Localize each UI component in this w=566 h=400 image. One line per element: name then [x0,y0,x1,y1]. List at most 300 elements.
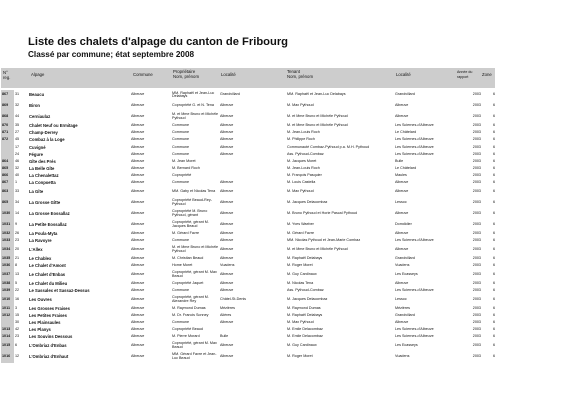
cell-proprietaire: MM. Raphaël et Jean-Luc Delabays [172,90,215,99]
cell-zone: 6 [492,271,495,276]
cell-localite-tenant: Les Sciernes-d'Albeuve [395,151,434,156]
cell-annee: 2003 [472,199,481,204]
cell-commune: Albeuve [131,114,145,119]
cell-annee: 2003 [472,172,481,177]
cell-annee: 2003 [472,144,481,149]
cell-commune: Albeuve [131,305,145,310]
cell-localite-tenant: Les Sciernes-d'Albeuve [395,287,434,292]
cell-alpage: La Grosse Gîtte [29,199,61,205]
cell-localite-proprietaire: Albeuve [220,287,234,292]
cell-localite-tenant: Les Sciernes-d'Albeuve [395,137,434,142]
cell-alpage-no: 20 [15,246,20,251]
cell-annee: 2003 [472,280,481,285]
cell-localite-proprietaire: Albeuve [220,271,234,276]
cell-alpage: Biron [29,103,40,109]
table-row [1,219,495,230]
cell-alpage: Beaucu [29,92,45,98]
cell-commune: Albeuve [131,262,145,267]
cell-commune: Albeuve [131,165,145,170]
cell-localite-tenant: Les Sciernes-d'Albeuve [395,123,434,128]
cell-annee: 2003 [472,271,481,276]
cell-proprietaire: M. Dr. Francis Sonney [172,313,209,317]
cell-localite-tenant: Albeuve [395,180,409,185]
cell-tenant: M. Roger Moret [287,354,313,359]
cell-localite-proprietaire: Alières [220,313,232,317]
cell-zone: 6 [492,144,495,149]
cell-alpage-no: 32 [15,103,20,108]
header-annee: Année du rapport [457,70,473,79]
cell-commune: Albeuve [131,210,145,215]
cell-localite-tenant: Albeuve [395,246,409,251]
cell-annee: 2003 [472,334,481,339]
cell-proprietaire: Commune [172,144,190,149]
cell-reg-no: 1030 [1,208,14,219]
header-alpage: Alpage [31,72,45,77]
cell-commune: Albeuve [131,287,145,292]
cell-alpage-no: 24 [15,151,20,156]
cell-localite-proprietaire: Albeuve [220,320,234,325]
cell-localite-tenant: Albeuve [395,320,409,325]
cell-proprietaire: Copropriété, gérant M. Max Beaud [172,269,217,278]
cell-commune: Albeuve [131,172,145,177]
cell-tenant: M. Guy Cardinaux [287,271,317,276]
cell-localite-tenant: Les Sciernes-d'Albeuve [395,334,434,339]
cell-reg-no: 1011 [1,305,14,312]
cell-alpage: L'Allex [29,246,43,252]
cell-zone: 6 [492,221,495,226]
cell-reg-no: 1010 [1,294,14,305]
cell-zone: 6 [492,158,495,163]
table-row [1,123,495,130]
cell-alpage-no: 3 [15,305,18,310]
cell-alpage-no: 26 [15,230,20,235]
cell-localite-proprietaire: Châtel-St-Denis [220,296,247,301]
table-row [1,197,495,208]
cell-proprietaire: Copropriété, gérant M. Alexandre Rey [172,294,209,303]
cell-localite-tenant: Maules [395,172,407,177]
table-row [1,179,495,186]
cell-proprietaire: M. Bernard Roch [172,165,200,170]
cell-reg-no: 1015 [1,341,14,352]
cell-commune: Albeuve [131,103,145,108]
cell-alpage: Fégure [29,151,43,157]
cell-zone: 6 [492,92,495,97]
cell-alpage: Cuvigné [29,144,46,150]
cell-localite-proprietaire: Albeuve [220,144,234,149]
cell-proprietaire: Copropriété [172,172,192,177]
cell-proprietaire: Home Moret [172,262,193,267]
cell-annee: 2003 [472,287,481,292]
cell-alpage-no: 32 [15,165,20,170]
cell-zone: 6 [492,123,495,128]
table-row [1,255,495,262]
cell-zone: 6 [492,320,495,325]
cell-proprietaire: Commune [172,180,190,185]
table-row [1,312,495,319]
cell-alpage: Le Chalet d'Amont [29,262,66,268]
cell-reg-no: 869 [1,101,14,112]
cell-reg-no: 872 [1,137,14,144]
cell-proprietaire: Commune [172,151,190,156]
cell-proprietaire: MM. Gérard Favre et Jean-Luc Beaud [172,352,217,361]
title-block [28,36,288,60]
cell-alpage-no: 12 [15,354,20,359]
cell-tenant: M. Raymond Dumas [287,305,321,310]
cell-alpage-no: 33 [15,189,20,193]
cell-reg-no: 867 [1,90,14,101]
cell-reg-no: 1038 [1,280,14,287]
cell-reg-no: 868 [1,112,14,123]
cell-reg-no: 870 [1,123,14,130]
table-row [1,320,495,327]
cell-localite-proprietaire: Albeuve [220,114,234,119]
cell-localite-proprietaire: Albeuve [220,210,234,215]
cell-localite-tenant: Les Sciernes-d'Albeuve [395,327,434,332]
cell-annee: 2003 [472,296,481,301]
cell-annee: 2003 [472,246,481,251]
cell-reg-no: 1037 [1,269,14,280]
cell-zone: 6 [492,313,495,317]
table-row [1,130,495,137]
cell-alpage: Les Planys [29,327,51,333]
cell-localite-proprietaire: Albeuve [220,354,234,359]
cell-proprietaire: Copropriété G. et N. Tena [172,103,214,108]
cell-annee: 2003 [472,92,481,97]
table-row [1,334,495,341]
cell-annee: 2003 [472,123,481,128]
cell-commune: Albeuve [131,296,145,301]
cell-tenant: M. et Mme Bruno et Michèle Pythoud [287,114,348,119]
cell-tenant: M. Raphaël Delabays [287,313,323,317]
cell-zone: 6 [492,172,495,177]
table-row [1,269,495,280]
cell-localite-proprietaire: Mézières [220,305,235,310]
cell-proprietaire: Commune [172,137,190,142]
cell-tenant: Ass. Pythoud-Combaz [287,151,324,156]
cell-tenant: M. Jacques Moret [287,158,317,163]
cell-alpage: L'Ombriaz d'Enbas [29,343,67,349]
cell-commune: Albeuve [131,221,145,226]
cell-alpage: La Belle Gîte [29,165,55,171]
cell-localite-proprietaire [219,158,286,165]
cell-localite-tenant: Grandvillard [395,255,415,260]
cell-reg-no: 1032 [1,230,14,237]
cell-reg-no: 1016 [1,352,14,363]
cell-annee: 2003 [472,189,481,193]
cell-localite-proprietaire: Bulle [220,334,229,339]
cell-reg-no: 1039 [1,287,14,294]
cell-zone: 6 [492,130,495,135]
cell-localite-tenant: Le Châtelard [395,165,417,170]
cell-tenant: M. Max Pythoud [287,189,314,193]
cell-alpage: Les Ouvres [29,296,52,302]
cell-alpage-no: 16 [15,296,20,301]
table-row [1,90,495,101]
cell-reg-no: 1031 [1,219,14,230]
table-row [1,305,495,312]
header-no: N° reg. [3,70,11,80]
cell-localite-tenant: Albeuve [395,280,409,285]
cell-commune: Albeuve [131,130,145,135]
cell-alpage-no: 14 [15,210,20,215]
cell-alpage: Les Petites Fraises [29,313,67,318]
cell-reg-no [1,151,14,158]
cell-commune: Albeuve [131,313,145,317]
cell-tenant: M. Max Pythoud [287,103,314,108]
cell-localite-tenant: Vuadens [395,354,410,359]
cell-proprietaire: Copropriété Beaud-Rey-Pythoud [172,197,212,206]
header-zone: Zone [482,72,492,77]
cell-tenant: M. Roger Moret [287,262,313,267]
cell-zone: 6 [492,180,495,185]
cell-zone: 6 [492,280,495,285]
cell-annee: 2003 [472,151,481,156]
cell-zone: 6 [492,334,495,339]
cell-localite-proprietaire: Albeuve [220,246,234,251]
cell-alpage: Gîte des Prés [29,158,56,164]
cell-reg-no: 1034 [1,244,14,255]
cell-annee: 2003 [472,210,481,215]
cell-tenant: M. et Mme Bruno et Michèle Pythoud [287,123,348,128]
cell-alpage-no: 23 [15,237,20,242]
cell-annee: 2003 [472,114,481,119]
cell-alpage: Les Plainsaules [29,320,61,326]
cell-alpage: Le Chalet d'Enbas [29,271,66,277]
table-row [1,137,495,144]
cell-tenant: M. Guy Cardinaux [287,343,317,348]
cell-reg-no: 865 [1,197,14,208]
cell-commune: Albeuve [131,320,145,325]
cell-localite-proprietaire: Albeuve [220,180,234,185]
cell-zone: 6 [492,114,495,119]
cell-localite-proprietaire: Grandvillard [220,92,240,97]
cell-proprietaire: M. Raymond Dumas [172,305,206,310]
cell-localite-proprietaire: Vuadens [220,262,235,267]
cell-alpage: La Gîte [29,189,44,194]
table-row [1,294,495,305]
cell-reg-no: 1036 [1,262,14,269]
cell-tenant: M. Jacques Delacombaz [287,199,328,204]
table-row [1,151,495,158]
cell-zone: 6 [492,237,495,242]
cell-localite-tenant: Lessoc [395,296,407,301]
cell-localite-proprietaire: Albeuve [220,151,234,156]
cell-proprietaire: Copropriété, gérant M. Max Beaud [172,341,217,350]
cell-commune: Albeuve [131,151,145,156]
cell-alpage-no: 34 [15,199,20,204]
cell-commune: Albeuve [131,343,145,348]
cell-reg-no: 1012 [1,312,14,319]
cell-annee: 2003 [472,165,481,170]
cell-zone: 6 [492,165,495,170]
cell-annee: 2003 [472,221,481,226]
table-row [1,187,495,198]
cell-annee: 2003 [472,262,481,267]
cell-alpage: Les Grosses Fraises [29,305,70,311]
header-commune: Commune [133,72,153,77]
cell-alpage-no: 6 [15,343,18,348]
cell-alpage-no: 35 [15,123,20,128]
cell-proprietaire: M. Gérard Favre [172,230,200,235]
cell-annee: 2003 [472,354,481,359]
cell-alpage-no: 30 [15,320,20,325]
cell-proprietaire: M. Christian Beaud [172,255,204,260]
cell-alpage: La Ravoyre [29,237,52,243]
cell-tenant: M. Jacques Delacombaz [287,296,328,301]
cell-annee: 2003 [472,255,481,260]
header-localite-proprietaire: Localité [221,72,236,77]
cell-localite-proprietaire: Albeuve [220,255,234,260]
cell-localite-tenant: Le Châtelard [395,130,417,135]
table-row [1,352,495,363]
cell-annee: 2003 [472,180,481,185]
cell-commune: Albeuve [131,189,145,193]
table-row [1,112,495,123]
cell-zone: 6 [492,354,495,359]
cell-alpage-no: 40 [15,172,20,177]
cell-localite-proprietaire: Albeuve [220,280,234,285]
document-subtitle: Classé par commune; état septembre 2008 [28,50,195,59]
cell-alpage: Le Chalet du Milieu [29,280,68,286]
table-row [1,158,495,165]
cell-commune: Albeuve [131,92,145,97]
cell-tenant: M. Nicolas Tena [287,280,314,285]
cell-localite-proprietaire: Albeuve [220,199,234,204]
cell-proprietaire: Commune [172,287,190,292]
cell-localite-tenant: Les Sciernes-d'Albeuve [395,237,434,242]
cell-localite-tenant: Domdidier [395,221,412,226]
cell-annee: 2003 [472,130,481,135]
cell-localite-proprietaire: Albeuve [220,189,234,193]
cell-localite-tenant: Albeuve [395,114,409,119]
cell-zone: 6 [492,343,495,348]
document-title: Liste des chalets d'alpage du canton de Fribourg [28,36,289,48]
cell-commune: Albeuve [131,334,145,339]
table-row [1,144,495,151]
cell-alpage-no: 31 [15,92,20,97]
cell-localite-tenant: Les Ecasseys [395,271,418,276]
cell-reg-no: 1014 [1,334,14,341]
table-body [1,90,495,363]
cell-alpage: Chalet Neuf ou Ermitage [29,123,78,129]
cell-alpage-no: 5 [15,280,18,285]
cell-zone: 6 [492,287,495,292]
cell-localite-proprietaire: Albeuve [220,137,234,142]
cell-proprietaire: M. Jean Moret [172,158,196,163]
cell-annee: 2003 [472,158,481,163]
cell-reg-no [1,144,14,151]
cell-alpage-no: 44 [15,114,20,119]
table-row [1,280,495,287]
cell-tenant: M. Emile Delacombaz [287,334,323,339]
cell-annee: 2003 [472,320,481,325]
cell-localite-proprietaire: Albeuve [220,237,234,242]
cell-localite-tenant: Albeuve [395,210,409,215]
cell-alpage-no: 1 [15,180,18,185]
cell-commune: Albeuve [131,230,145,235]
table-row [1,165,495,172]
cell-proprietaire: MM. Gaby et Nicolas Tena [172,189,216,193]
cell-localite-proprietaire: Albeuve [220,103,234,108]
cell-tenant: M. Yves Waeber [287,221,314,226]
alpage-table [1,90,495,363]
cell-commune: Albeuve [131,354,145,359]
cell-proprietaire: Commune [172,130,190,135]
cell-annee: 2003 [472,313,481,317]
table-row [1,208,495,219]
cell-tenant: M. Jean-Louis Roch [287,165,320,170]
cell-alpage: Le Chablex [29,255,52,261]
cell-tenant: M. Louis Castella [287,180,316,185]
cell-alpage: La Petite Eossallaz [29,221,67,227]
cell-localite-tenant: Albeuve [395,230,409,235]
cell-tenant: M. François Pasquier [287,172,322,177]
cell-localite-tenant: Grandvillard [395,313,415,317]
cell-zone: 6 [492,305,495,310]
cell-reg-no: 866 [1,172,14,179]
cell-reg-no: 1035 [1,255,14,262]
cell-localite-proprietaire: Albeuve [220,230,234,235]
cell-reg-no [1,320,14,327]
cell-annee: 2003 [472,103,481,108]
cell-localite-tenant: Grandvillard [395,92,415,97]
table-row [1,101,495,112]
cell-localite-tenant: Vuadens [395,262,410,267]
cell-zone: 6 [492,103,495,108]
cell-proprietaire: Copropriété, gérant M. Jacques Beaud [172,219,209,228]
cell-alpage-no: 23 [15,334,20,339]
cell-zone: 6 [492,189,495,193]
cell-alpage-no: 46 [15,158,20,163]
cell-proprietaire: M. et Mme Bruno et Michèle Pythoud [172,244,219,253]
cell-commune: Albeuve [131,246,145,251]
cell-tenant: M. Philippe Roch [287,137,315,142]
cell-alpage: Les Souvins Dessous [29,334,73,340]
cell-alpage: La Chenalettaz [29,172,59,178]
cell-reg-no: 1033 [1,237,14,244]
cell-localite-proprietaire: Albeuve [220,130,234,135]
table-row [1,287,495,294]
cell-commune: Albeuve [131,158,145,163]
cell-localite-tenant: Mézières [395,305,410,310]
cell-localite-proprietaire [219,172,286,179]
cell-zone: 6 [492,230,495,235]
cell-proprietaire: Copropriété Jaquet [172,280,204,285]
table-row [1,237,495,244]
cell-zone: 6 [492,327,495,332]
cell-zone: 6 [492,255,495,260]
cell-alpage: Cerniaulaz [29,114,51,120]
cell-tenant: M. Gérard Favre [287,230,315,235]
cell-alpage: Champ-Derrey [29,130,58,136]
cell-localite-tenant: Les Sciernes-d'Albeuve [395,144,434,149]
cell-proprietaire: Commune [172,320,190,325]
cell-tenant: Communauté Combaz-Pythoud p.a. M.H. Pythoud [287,144,370,149]
cell-commune: Albeuve [131,327,145,332]
cell-proprietaire: Copropriété M. Bruno Pythoud, gérant [172,208,208,217]
table-row [1,262,495,269]
cell-commune: Albeuve [131,280,145,285]
cell-annee: 2003 [472,327,481,332]
cell-alpage-no: 45 [15,137,20,142]
cell-zone: 6 [492,246,495,251]
cell-tenant: M. et Mme Bruno et Michèle Pythoud [287,246,348,251]
cell-localite-tenant: Albeuve [395,103,409,108]
cell-annee: 2003 [472,305,481,310]
cell-tenant: M. Raphaël Delabays [287,255,323,260]
cell-tenant: M. Bruno Pythoud et Horie Pascal Pythoud [287,210,358,215]
cell-tenant: Ass. Pythoud-Combaz [287,287,324,292]
